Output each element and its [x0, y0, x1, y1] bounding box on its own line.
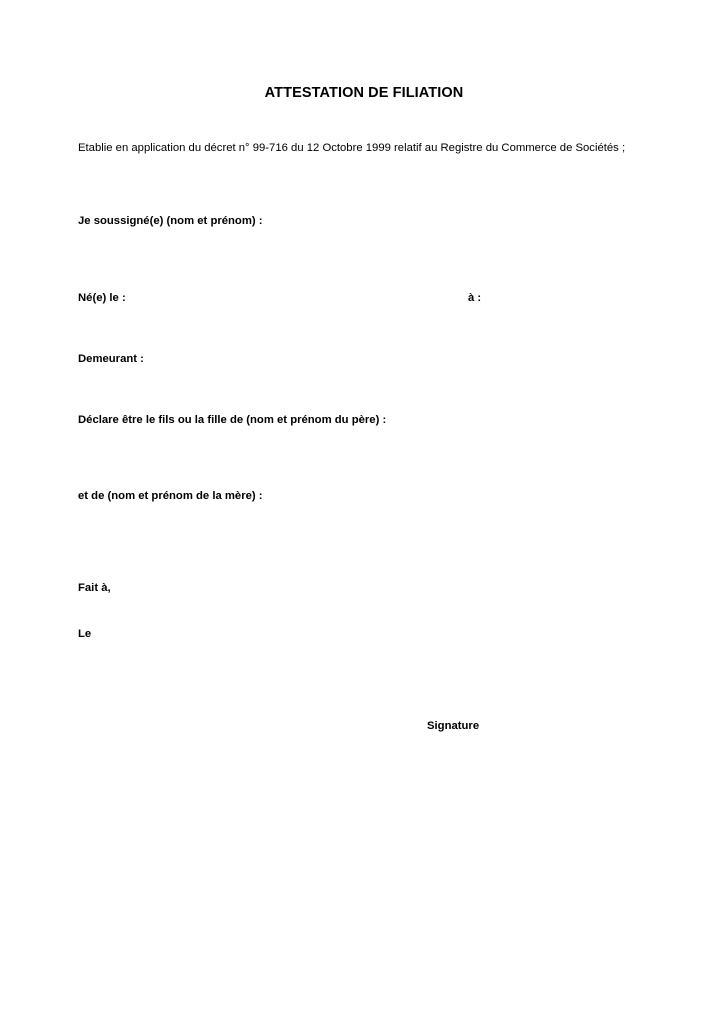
page-title: ATTESTATION DE FILIATION — [264, 85, 464, 101]
field-label-lieu-naissance: à : — [468, 292, 482, 304]
field-label-nom-mere: et de (nom et prénom de la mère) : — [78, 490, 263, 502]
intro-paragraph: Etablie en application du décret n° 99-716 du 12 Octobre 1999 relatif au Registre du Commerce de Sociétés ; — [78, 142, 626, 154]
field-label-demeurant: Demeurant : — [78, 353, 144, 365]
field-label-le-date: Le — [78, 628, 92, 640]
signature-label: Signature — [427, 720, 480, 732]
field-label-date-naissance: Né(e) le : — [78, 292, 126, 304]
field-label-soussigne: Je soussigné(e) (nom et prénom) : — [78, 215, 263, 227]
field-label-fait-a: Fait à, — [78, 582, 111, 594]
field-label-nom-pere: Déclare être le fils ou la fille de (nom et prénom du père) : — [78, 414, 387, 426]
